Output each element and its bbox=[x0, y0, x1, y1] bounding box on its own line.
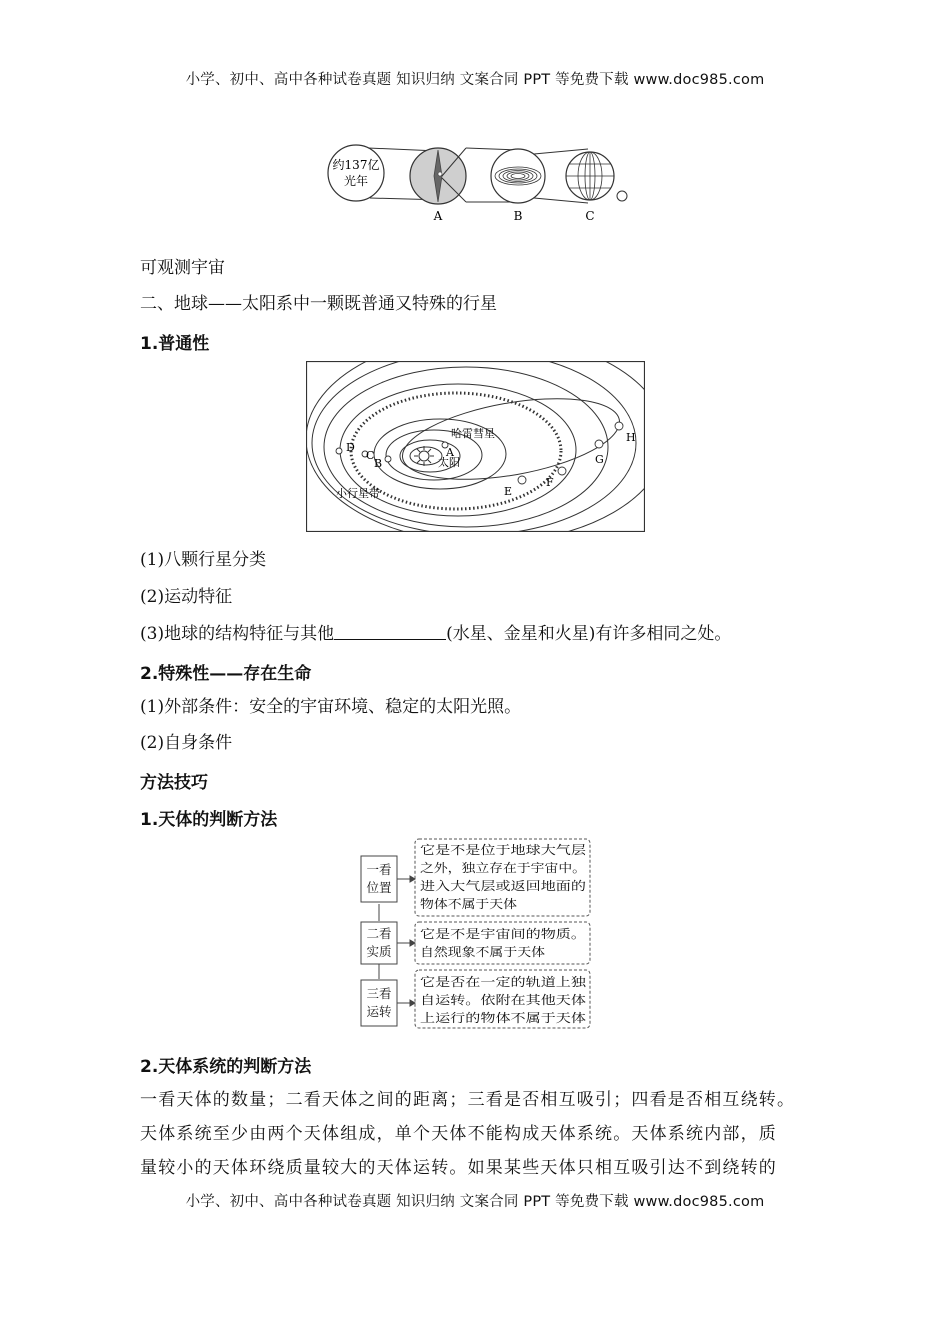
solar-system-figure bbox=[306, 361, 645, 532]
ordinary-item-2: (2)运动特征 bbox=[140, 587, 233, 607]
planet-b-label: B bbox=[374, 457, 383, 470]
universe-label-line2: 光年 bbox=[343, 174, 369, 188]
paragraph-line: 一看天体的数量；二看天体之间的距离；三看是否相互吸引；四看是否相互绕转。 bbox=[140, 1090, 796, 1110]
celestial-body-flowchart bbox=[358, 836, 594, 1030]
section-2-title: 二、地球——太阳系中一颗既普通又特殊的行星 bbox=[140, 294, 497, 314]
step3-line1: 三看 bbox=[366, 986, 392, 1001]
paragraph-line: 量较小的天体环绕质量较大的天体运转。如果某些天体只相互吸引达不到绕转的 bbox=[140, 1158, 777, 1178]
planet-e-label: E bbox=[504, 485, 513, 498]
ordinary-item-3 bbox=[140, 622, 731, 646]
label-a: A bbox=[433, 209, 443, 223]
step2-line1: 二看 bbox=[366, 926, 392, 941]
ordinary-item-3-suffix: (水星、金星和火星)有许多相同之处。 bbox=[446, 624, 732, 644]
step1-desc-line: 它是不是位于地球大气层 bbox=[420, 843, 553, 857]
moon-circle bbox=[617, 191, 627, 201]
step3-line2: 运转 bbox=[366, 1004, 392, 1019]
planet-h-label: H bbox=[626, 431, 636, 444]
planet-c-label: C bbox=[366, 449, 375, 462]
sun-label: 太阳 bbox=[438, 456, 460, 469]
planet-a-label: A bbox=[446, 446, 454, 459]
method-1-title: 1.天体的判断方法 bbox=[140, 810, 278, 830]
step1-line2: 位置 bbox=[366, 880, 392, 895]
method-2-title: 2.天体系统的判断方法 bbox=[140, 1057, 312, 1077]
planet-d-label: D bbox=[346, 441, 355, 454]
method-2-paragraph bbox=[140, 1083, 830, 1185]
special-item-2: (2)自身条件 bbox=[140, 733, 233, 753]
ordinary-item-3-prefix: (3)地球的结构特征与其他 bbox=[140, 624, 335, 644]
universe-label-line1: 约137亿 bbox=[332, 158, 380, 172]
step1-desc-line: 之外，独立存在于宇宙中。 bbox=[420, 861, 565, 875]
planet-f-label: F bbox=[546, 476, 554, 489]
sun-icon bbox=[414, 446, 434, 466]
label-c: C bbox=[585, 209, 595, 223]
page-header: 小学、初中、高中各种试卷真题 知识归纳 文案合同 PPT 等免费下载 www.doc985.com bbox=[185, 72, 765, 88]
method-title: 方法技巧 bbox=[140, 773, 208, 793]
ordinary-item-1: (1)八颗行星分类 bbox=[140, 550, 267, 570]
label-b: B bbox=[513, 209, 523, 223]
step2-desc-line: 它是不是宇宙间的物质。 bbox=[420, 927, 553, 941]
halley-comet-label: 哈雷彗星 bbox=[451, 427, 495, 440]
observable-universe-circle bbox=[328, 145, 384, 201]
step3-desc-line: 它是否在一定的轨道上独 bbox=[420, 975, 553, 989]
planet-g-label: G bbox=[595, 453, 604, 466]
page-footer: 小学、初中、高中各种试卷真题 知识归纳 文案合同 PPT 等免费下载 www.doc985.com bbox=[185, 1194, 765, 1210]
observable-universe-text: 可观测宇宙 bbox=[140, 258, 225, 278]
fill-in-blank bbox=[334, 623, 446, 640]
special-title: 2.特殊性——存在生命 bbox=[140, 664, 312, 684]
step1-line1: 一看 bbox=[366, 862, 392, 877]
step1-desc-line: 进入大气层或返回地面的 bbox=[420, 879, 553, 893]
paragraph-line: 天体系统至少由两个天体组成，单个天体不能构成天体系统。天体系统内部，质 bbox=[140, 1124, 777, 1144]
step3-desc-line: 自运转。依附在其他天体 bbox=[420, 993, 553, 1007]
step2-line2: 实质 bbox=[366, 944, 392, 959]
step3-desc-line: 上运行的物体不属于天体 bbox=[420, 1011, 553, 1025]
asteroid-belt-label: 小行星带 bbox=[336, 487, 380, 500]
ordinary-title: 1.普通性 bbox=[140, 334, 210, 354]
step2-desc-line: 自然现象不属于天体 bbox=[420, 945, 529, 959]
universe-hierarchy-figure bbox=[318, 140, 634, 230]
special-item-1: (1)外部条件：安全的宇宙环境、稳定的太阳光照。 bbox=[140, 697, 522, 717]
step1-desc-line: 物体不属于天体 bbox=[420, 897, 505, 911]
